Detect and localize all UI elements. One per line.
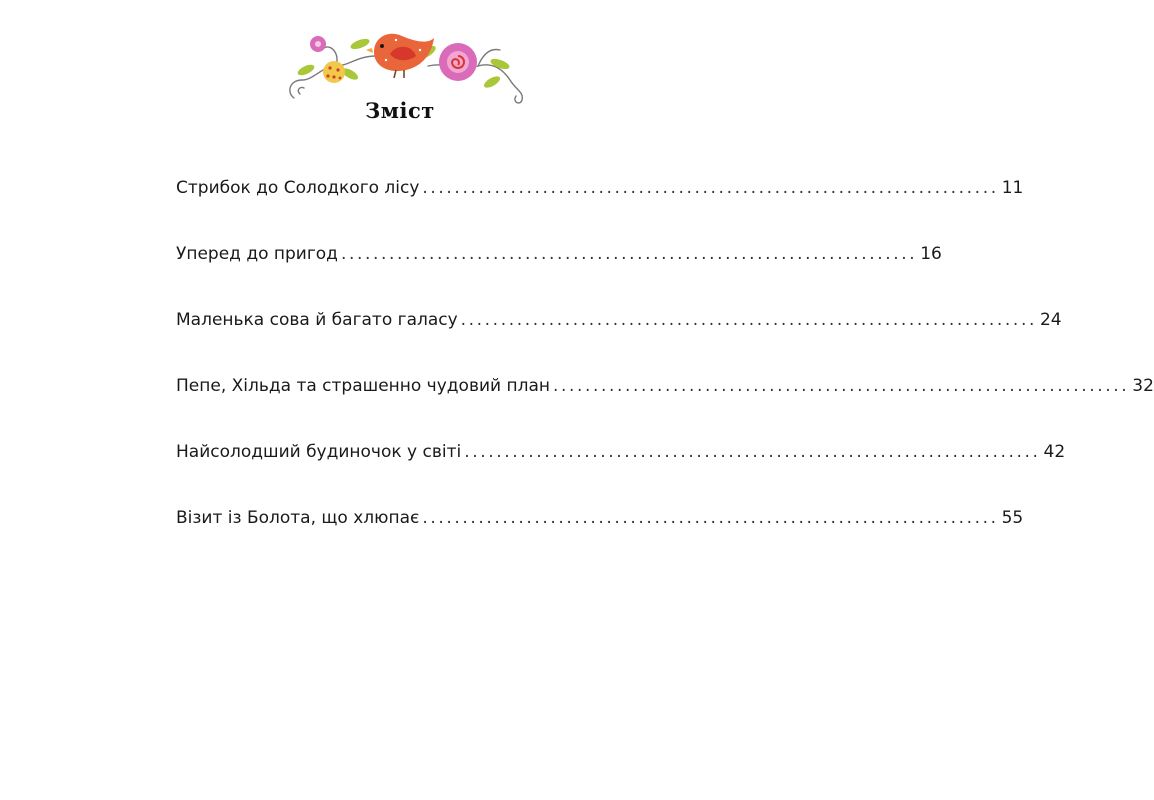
toc-leader-dots: ........................................................................: [422, 508, 999, 528]
toc-entry-title: Стрибок до Солодкого лісу: [176, 178, 420, 198]
toc-entry-title: Найсолодший будиночок у світі: [176, 442, 462, 462]
toc-entry[interactable]: [176, 242, 942, 266]
pink-flower-icon: [439, 43, 477, 81]
toc-entry-title: Уперед до пригод: [176, 244, 338, 264]
toc-entry[interactable]: [176, 440, 1066, 464]
toc-leader-dots: ........................................................................: [552, 376, 1130, 396]
bird-icon: [366, 34, 434, 78]
floral-bird-ornament: [278, 22, 530, 108]
toc-leader-dots: ........................................................................: [460, 310, 1037, 330]
toc-entry-title: Маленька сова й багато галасу: [176, 310, 458, 330]
toc-leader-dots: ........................................................................: [422, 178, 999, 198]
toc-entry[interactable]: [176, 308, 1062, 332]
toc-leader-dots: ........................................................................: [464, 442, 1041, 462]
toc-page-number: 16: [920, 244, 942, 264]
toc-entry-title: Візит із Болота, що хлюпає: [176, 508, 420, 528]
toc-entry[interactable]: [176, 176, 1024, 200]
pink-flower-icon: [310, 36, 326, 52]
toc-page-number: 42: [1043, 442, 1066, 462]
toc-page-number: 32: [1132, 376, 1154, 396]
toc-page-number: 55: [1001, 508, 1024, 528]
page-title: Зміст: [365, 98, 435, 123]
toc-entry-title: Пепе, Хільда та страшенно чудовий план: [176, 376, 550, 396]
toc-entry[interactable]: [176, 374, 1154, 398]
toc-entry[interactable]: [176, 506, 1024, 530]
toc-leader-dots: ........................................................................: [340, 244, 918, 264]
table-of-contents: [176, 176, 1154, 572]
toc-page-number: 11: [1001, 178, 1024, 198]
toc-page-number: 24: [1039, 310, 1062, 330]
yellow-flower-icon: [323, 61, 345, 83]
